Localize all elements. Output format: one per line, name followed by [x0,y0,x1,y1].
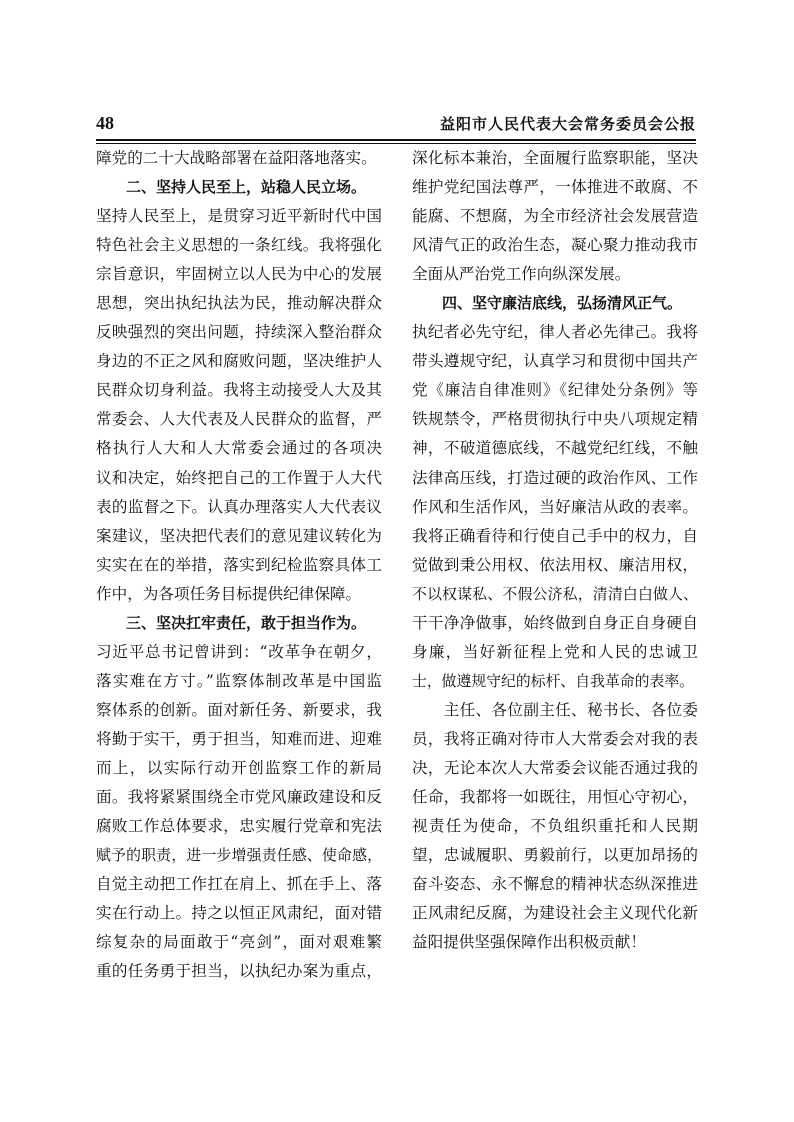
text-line: 实实在在的举措，落实到纪检监察具体工 [96,555,382,574]
text-line: 察体系的创新。面对新任务、新要求，我 [96,700,382,719]
text-line: 执纪者必先守纪，律人者必先律己。我将 [412,323,698,342]
text-line: 自觉主动把工作扛在肩上、抓在手上、落 [96,875,382,894]
text-line: 习近平总书记曾讲到：“改革争在朝夕， [96,642,382,661]
text-line: 宗旨意识，牢固树立以人民为中心的发展 [96,265,382,284]
page-header [96,113,696,137]
text-line: 坚持人民至上，是贯穿习近平新时代中国 [96,207,382,226]
text-line: 干干净净做事，始终做到自身正自身硬自 [412,613,698,632]
text-line: 奋斗姿态、永不懈怠的精神状态纵深推进 [412,875,698,894]
text-line: 士，做遵规守纪的标杆、自我革命的表率。 [412,671,695,690]
text-line: 风清气正的政治生态，凝心聚力推动我市 [412,236,698,255]
left-text-column [96,144,382,986]
text-line: 特色社会主义思想的一条红线。我将强化 [96,236,382,255]
text-line: 将勤于实干，勇于担当，知难而进、迎难 [96,729,382,748]
text-line: 党《廉洁自律准则》《纪律处分条例》等 [412,381,698,400]
text-line: 思想，突出执纪执法为民，推动解决群众 [96,294,382,313]
text-line: 落实难在方寸。”监察体制改革是中国监 [96,671,382,690]
header-rule [96,139,696,141]
text-line: 反映强烈的突出问题，持续深入整治群众 [96,323,382,342]
right-text-column [412,144,698,957]
text-line: 实在行动上。持之以恒正风肃纪，面对错 [96,904,382,923]
text-line: 维护党纪国法尊严，一体推进不敢腐、不 [412,178,698,197]
text-line: 案建议，坚决把代表们的意见建议转化为 [96,526,382,545]
text-line: 作风和生活作风，当好廉洁从政的表率。 [412,497,698,516]
text-line: 而上，以实际行动开创监察工作的新局 [96,758,382,777]
text-line: 全面从严治党工作向纵深发展。 [412,265,631,284]
text-line: 望，忠诚履职、勇毅前行，以更加昂扬的 [412,846,698,865]
text-line: 综复杂的局面敢于“亮剑”，面对艰难繁 [96,933,382,952]
text-line: 赋予的职责，进一步增强责任感、使命感， [96,846,382,865]
text-line: 觉做到秉公用权、依法用权、廉洁用权， [412,555,698,574]
text-line: 带头遵规守纪，认真学习和贯彻中国共产 [412,352,698,371]
text-line: 正风肃纪反腐，为建设社会主义现代化新 [412,904,698,923]
section-heading: 四、坚守廉洁底线，弘扬清风正气。 [412,294,683,313]
text-line: 视责任为使命，不负组织重托和人民期 [412,817,698,836]
section-heading: 三、坚决扛牢责任，敢于担当作为。 [96,613,367,632]
text-line: 任命，我都将一如既往，用恒心守初心， [412,788,698,807]
text-line: 决，无论本次人大常委会议能否通过我的 [412,758,698,777]
text-line: 常委会、人大代表及人民群众的监督，严 [96,410,382,429]
text-line: 重的任务勇于担当，以执纪办案为重点， [96,962,382,981]
section-heading: 二、坚持人民至上，站稳人民立场。 [96,178,367,197]
text-line: 神，不破道德底线，不越党纪红线，不触 [412,439,698,458]
text-line: 能腐、不想腐，为全市经济社会发展营造 [412,207,698,226]
text-line: 益阳提供坚强保障作出积极贡献！ [412,933,646,952]
page-number: 48 [96,113,114,133]
text-line: 不以权谋私、不假公济私，清清白白做人、 [412,584,698,603]
text-line: 障党的二十大战略部署在益阳落地落实。 [96,149,377,167]
text-line: 法律高压线，打造过硬的政治作风、工作 [412,468,698,487]
journal-title: 益阳市人民代表大会常务委员会公报 [439,115,696,133]
text-line: 身廉，当好新征程上党和人民的忠诚卫 [412,642,698,661]
text-line: 腐败工作总体要求，忠实履行党章和宪法 [96,817,382,836]
text-line: 议和决定，始终把自己的工作置于人大代 [96,468,382,487]
text-line: 深化标本兼治，全面履行监察职能，坚决 [412,149,698,167]
text-line: 表的监督之下。认真办理落实人大代表议 [96,497,382,516]
text-line: 身边的不正之风和腐败问题，坚决维护人 [96,352,382,371]
text-line: 员，我将正确对待市人大常委会对我的表 [412,729,698,748]
text-line: 面。我将紧紧围绕全市党风廉政建设和反 [96,788,382,807]
text-line: 铁规禁令，严格贯彻执行中央八项规定精 [412,410,698,429]
text-line: 我将正确看待和行使自己手中的权力，自 [412,526,698,545]
text-line: 格执行人大和人大常委会通过的各项决 [96,439,382,458]
text-line: 主任、各位副主任、秘书长、各位委 [412,700,698,719]
text-line: 民群众切身利益。我将主动接受人大及其 [96,381,382,400]
text-line: 作中，为各项任务目标提供纪律保障。 [96,584,362,603]
